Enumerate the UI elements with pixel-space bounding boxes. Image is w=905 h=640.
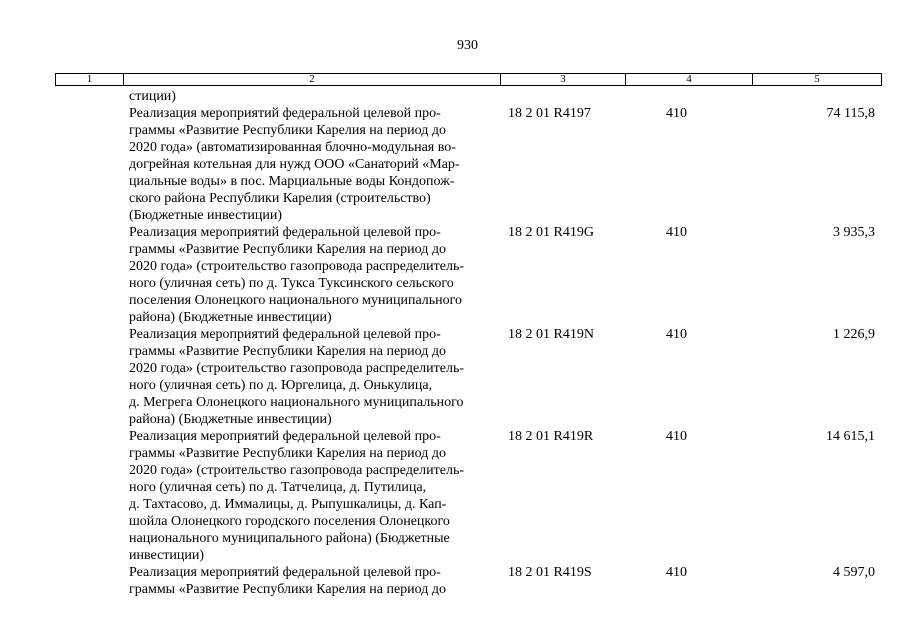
row-name: Реализация мероприятий федеральной целевой про- граммы «Развитие Республики Карелия на период до 2020 года» (автоматизированная блочно-модульная во- догрейная котельная для нужд ООО «Санаторий «Мар- циальные воды» в пос. Марциальные воды Кондопож- ского района Республики Карелия (строительство) (Бюджетные инвестиции) [129,106,460,223]
table-row [0,224,905,326]
continuation-row [0,88,905,105]
row-expense-type: 410 [666,225,687,240]
row-name: Реализация мероприятий федеральной целевой про- граммы «Развитие Республики Карелия на период до [129,565,447,597]
row-expense-type: 410 [666,565,687,580]
row-name: Реализация мероприятий федеральной целевой про- граммы «Развитие Республики Карелия на период до 2020 года» (строительство газопровода распределитель- ного (уличная сеть) по д. Татчелица, д. Путилица, д. Тахтасово, д. Иммалицы, д. Рыпушкалицы, д. Кап- шойла Олонецкого городского поселения Олонецкого национального муниципального района) (Бюджетные инвестиции) [129,429,465,563]
row-expense-type: 410 [666,327,687,342]
row-code: 18 2 01 R419R [508,429,594,444]
column-number-1: 1 [56,74,124,86]
row-sum: 3 935,3 [833,225,875,240]
row-code: 18 2 01 R419N [508,327,594,342]
column-number-5: 5 [753,74,882,86]
column-number-3: 3 [501,74,626,86]
table-row [0,428,905,564]
page-number: 930 [457,38,478,53]
row-sum: 14 615,1 [826,429,875,444]
row-code: 18 2 01 R419S [508,565,592,580]
table-row [0,564,905,598]
column-number-4: 4 [626,74,753,86]
budget-table-body [0,88,905,598]
continuation-text: стиции) [129,89,176,104]
row-sum: 4 597,0 [833,565,875,580]
column-number-2: 2 [124,74,501,86]
row-sum: 1 226,9 [833,327,875,342]
table-row [0,326,905,428]
row-name: Реализация мероприятий федеральной целевой про- граммы «Развитие Республики Карелия на период до 2020 года» (строительство газопровода распределитель- ного (уличная сеть) по д. Юргелица, д. Онькулица, д. Мегрега Олонецкого национального муниципального района) (Бюджетные инвестиции) [129,327,465,427]
row-expense-type: 410 [666,106,687,121]
row-code: 18 2 01 R4197 [508,106,591,121]
row-expense-type: 410 [666,429,687,444]
table-row [0,105,905,224]
row-sum: 74 115,8 [826,106,875,121]
column-number-header [55,73,882,86]
row-name: Реализация мероприятий федеральной целевой про- граммы «Развитие Республики Карелия на период до 2020 года» (строительство газопровода распределитель- ного (уличная сеть) по д. Тукса Туксинского сельского поселения Олонецкого национального муниципального района) (Бюджетные инвестиции) [129,225,465,325]
row-code: 18 2 01 R419G [508,225,594,240]
